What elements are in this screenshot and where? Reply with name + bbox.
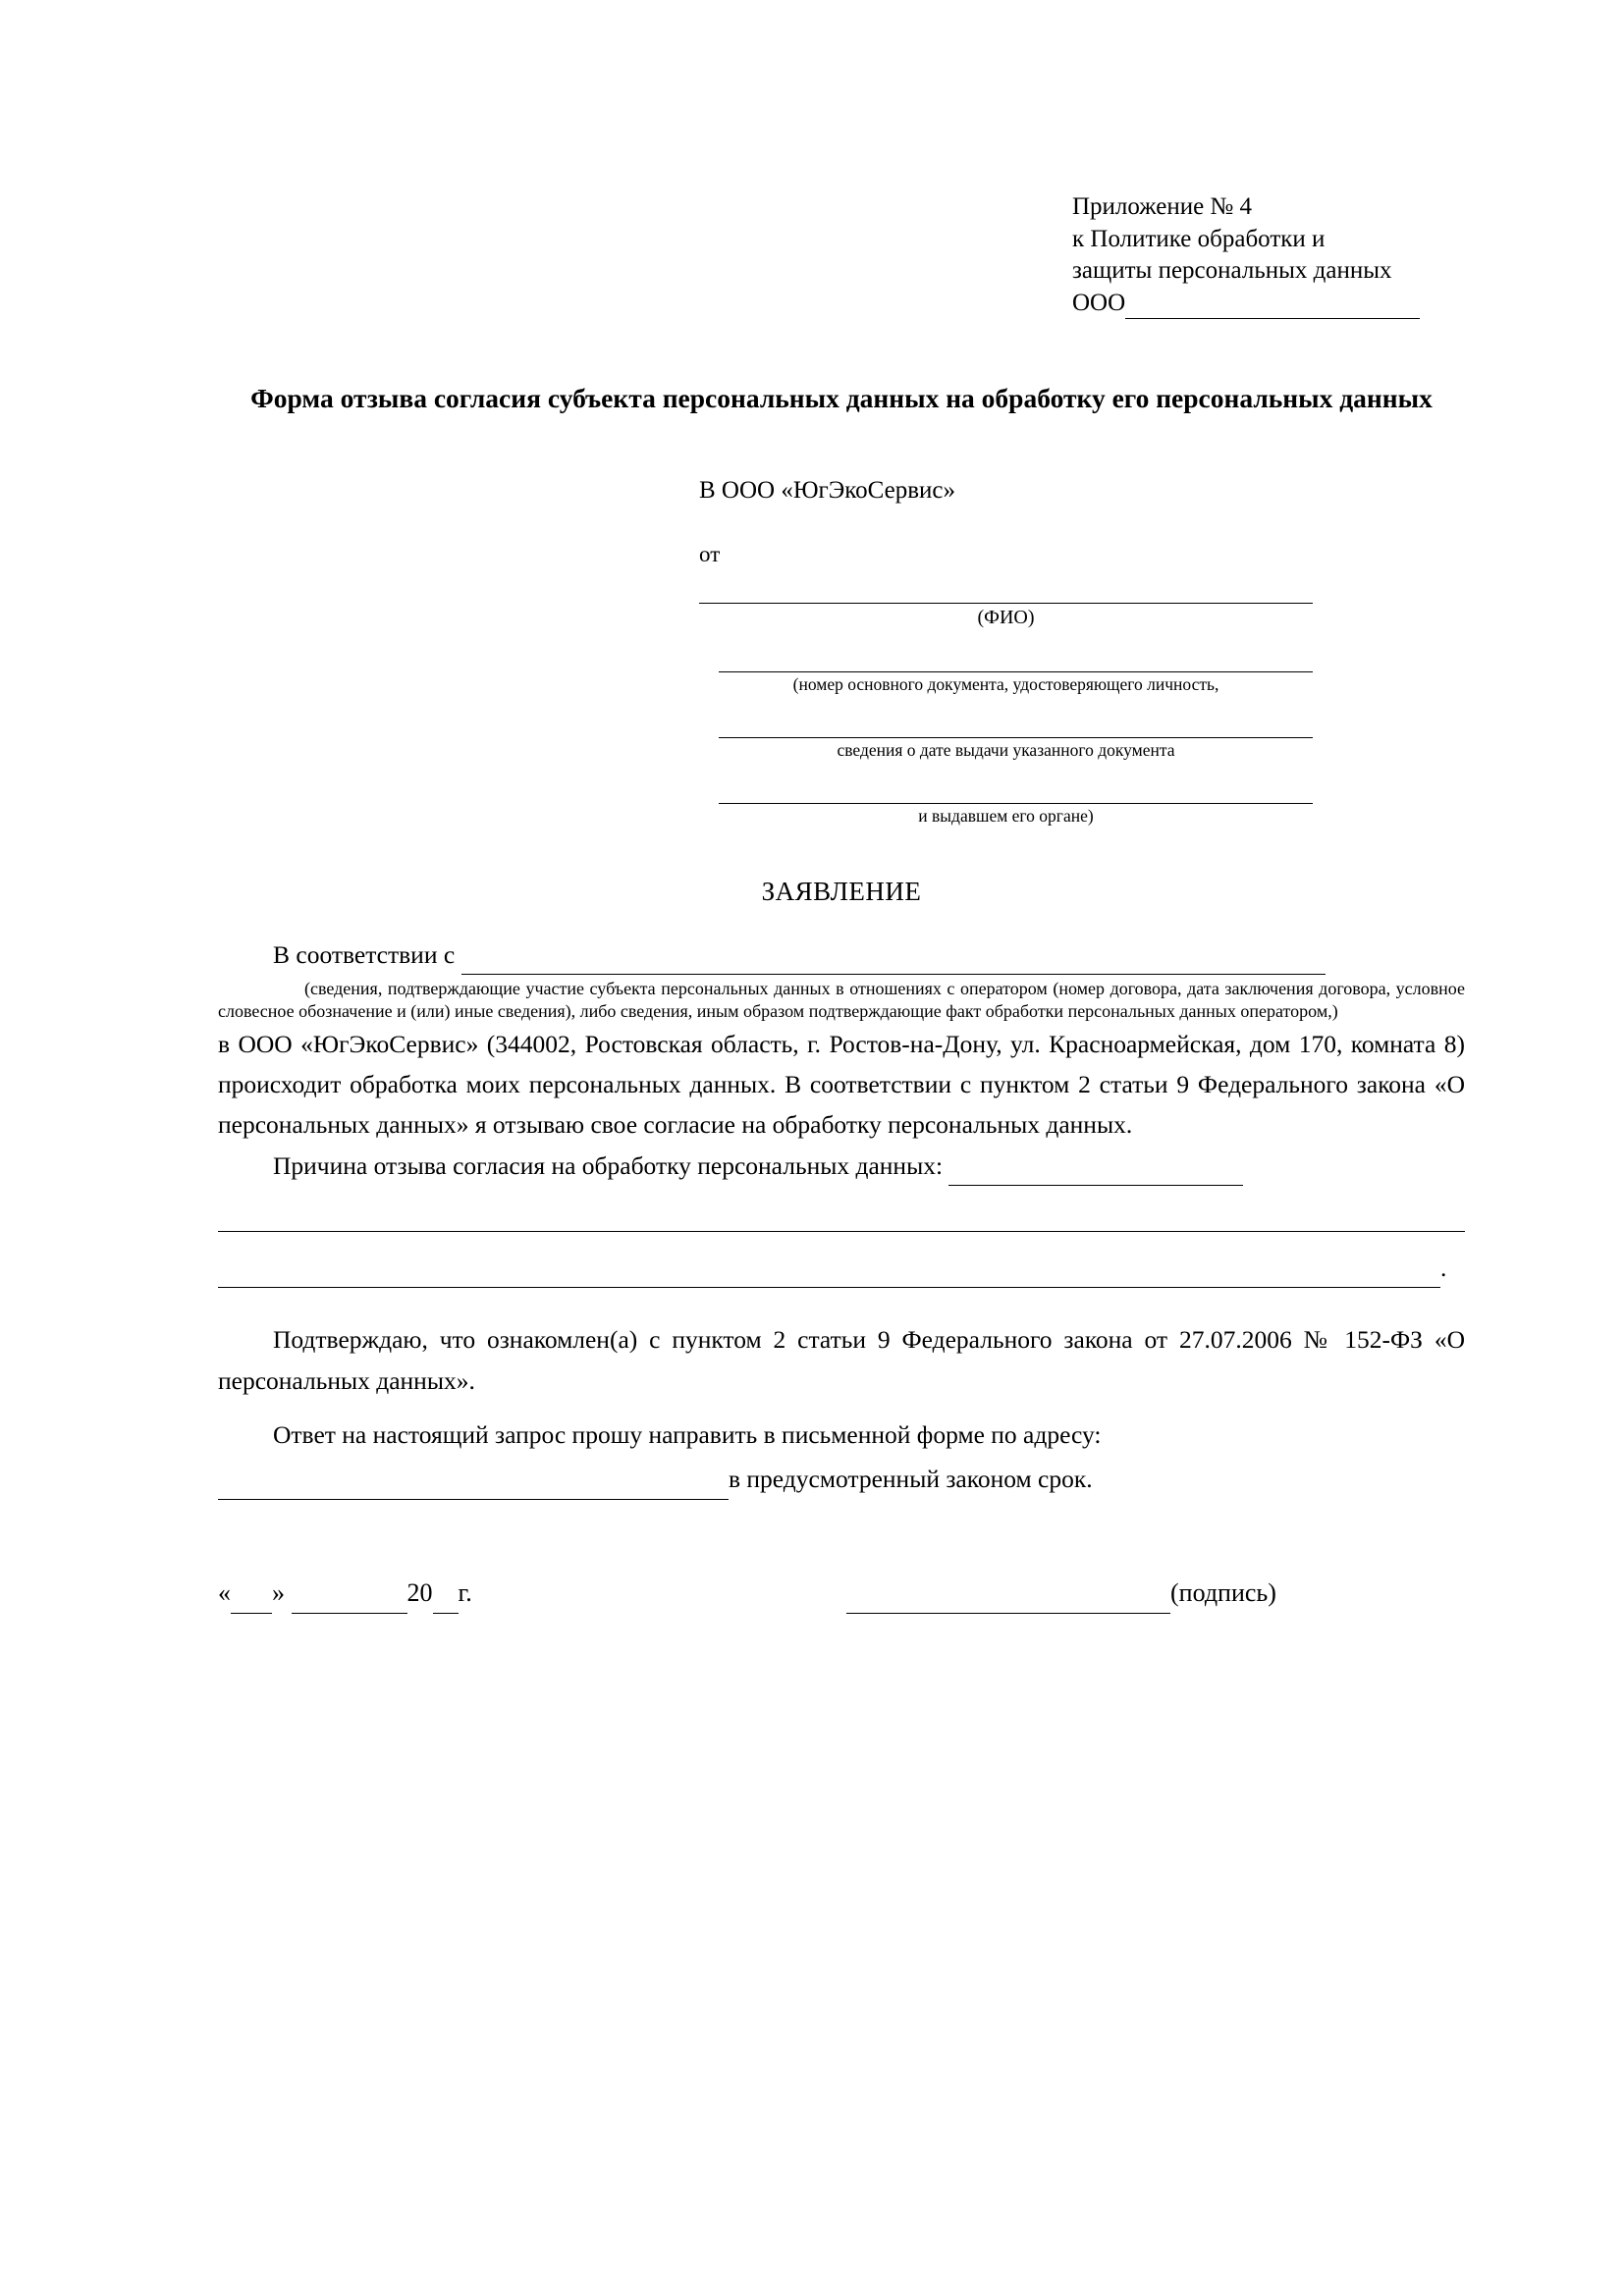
reply-request-paragraph: Ответ на настоящий запрос прошу направить в письменной форме по адресу: — [273, 1419, 1102, 1449]
document-authority-blank[interactable] — [719, 777, 1313, 804]
statement-heading: ЗАЯВЛЕНИЕ — [761, 876, 922, 906]
appendix-number: Приложение № 4 — [1072, 193, 1253, 220]
appendix-company-blank[interactable] — [1125, 296, 1420, 319]
reply-address-tail: в предусмотренный законом срок. — [729, 1465, 1093, 1494]
appendix-policy-line-1: к Политике обработки и — [1072, 225, 1326, 252]
signature-blank[interactable] — [846, 1593, 1170, 1614]
signature-row — [218, 1573, 1465, 1618]
reason-blank-1[interactable] — [948, 1164, 1243, 1186]
appendix-company-line — [1072, 288, 1465, 320]
reason-label: Причина отзыва согласия на обработку персональных данных: — [273, 1150, 944, 1180]
in-accordance-note-text: (сведения, подтверждающие участие субъекта персональных данных в отношениях с оператором (номер договора, дата заключения договора, условное словесное обозначение и (или) иные сведения), либо сведения, иным образом подтверждающие факт обработки персональных данных оператором,) — [218, 979, 1465, 1022]
signature-caption: (подпись) — [1170, 1577, 1276, 1607]
year-blank[interactable] — [433, 1593, 459, 1614]
fio-blank[interactable] — [699, 577, 1313, 604]
document-date-blank[interactable] — [719, 712, 1313, 738]
date-close-quote: » — [272, 1577, 285, 1607]
in-accordance-label: В соответствии с — [273, 939, 456, 969]
reply-address-line — [218, 1459, 1465, 1499]
in-accordance-note — [218, 978, 1465, 1024]
appendix-reference-block — [1072, 191, 1465, 319]
document-content — [218, 191, 1465, 1618]
document-body — [218, 934, 1465, 1618]
document-number-blank[interactable] — [719, 646, 1313, 672]
document-authority-caption: и выдавшем его органе) — [918, 805, 1094, 826]
addressee-from-label: от — [699, 542, 721, 567]
in-accordance-blank[interactable] — [461, 953, 1326, 975]
reason-blank-3-row — [218, 1248, 1465, 1288]
reason-line — [218, 1146, 1465, 1186]
appendix-policy-line-2: защиты персональных данных — [1072, 257, 1392, 284]
document-number-caption: (номер основного документа, удостоверяющего личность, — [792, 674, 1219, 695]
fio-caption: (ФИО) — [977, 607, 1035, 629]
confirmation-paragraph: Подтверждаю, что ознакомлен(а) с пунктом 2 статьи 9 Федерального закона от 27.07.2006 № 152-ФЗ «О персональных данных». — [218, 1325, 1465, 1395]
addressee-block — [699, 477, 1313, 828]
year-suffix: г. — [458, 1577, 472, 1607]
addressee-organization: В ООО «ЮгЭкоСервис» — [699, 477, 956, 505]
document-date-caption: сведения о дате выдачи указанного документа — [837, 740, 1175, 760]
signature-area — [846, 1573, 1276, 1614]
processing-paragraph: в ООО «ЮгЭкоСервис» (344002, Ростовская область, г. Ростов-на-Дону, ул. Красноармейская, дом 170, комната 8) происходит обработка моих персональных данных. В соответствии с пунктом 2 статьи 9 Федерального закона «О персональных данных» я отзываю свое согласие на обработку персональных данных. — [218, 1029, 1465, 1140]
signature-date — [218, 1573, 472, 1614]
appendix-company-prefix: ООО — [1072, 289, 1126, 316]
in-accordance-line — [218, 934, 1465, 975]
reason-blank-3[interactable] — [218, 1263, 1440, 1288]
reason-period: . — [1440, 1254, 1447, 1283]
month-blank[interactable] — [292, 1593, 407, 1614]
day-blank[interactable] — [231, 1593, 272, 1614]
date-open-quote: « — [218, 1577, 231, 1607]
reason-blank-2[interactable] — [218, 1186, 1465, 1232]
year-prefix: 20 — [406, 1577, 433, 1607]
page-title: Форма отзыва согласия субъекта персональных данных на обработку его персональных данных — [250, 383, 1433, 413]
reply-address-blank[interactable] — [218, 1478, 729, 1500]
